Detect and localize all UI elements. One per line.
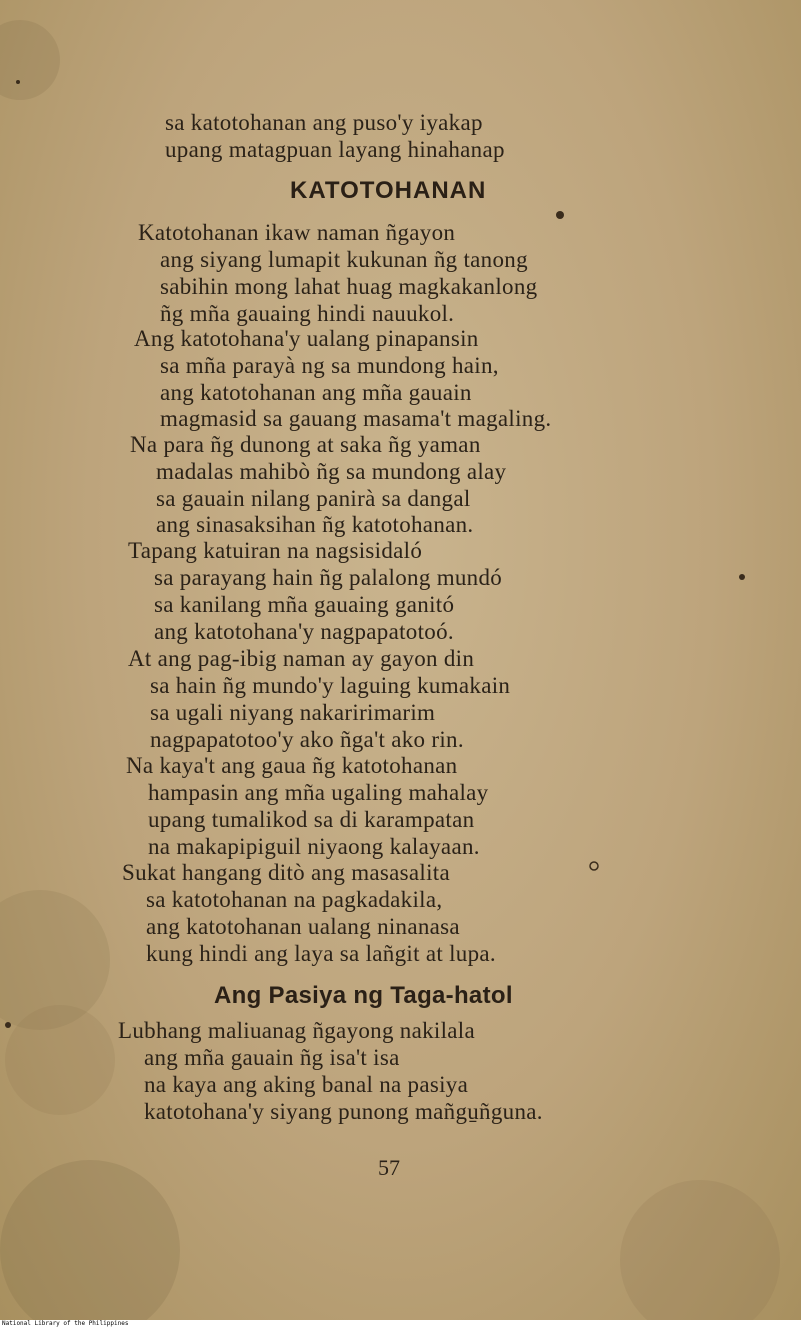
poem-line: na makapipiguil niyaong kalayaan. (148, 834, 480, 859)
poem-line: katotohana'y siyang punong mañgu̱ñguna. (144, 1099, 543, 1124)
poem-line: sa parayang hain ñg palalong mundó (154, 565, 503, 590)
poem-line: magmasid sa gauang masama't magaling. (160, 406, 552, 431)
poem-line: upang tumalikod sa di karampatan (148, 807, 475, 832)
poem-line: Sukat hangang ditò ang masasalita (122, 860, 450, 885)
poem-line: sabihin mong lahat huag magkakanlong (160, 274, 538, 299)
poem-line: upang matagpuan layang hinahanap (165, 137, 505, 162)
poem-line: Katotohanan ikaw naman ñgayon (138, 220, 456, 245)
poem-line: ñg mña gauaing hindi nauukol. (160, 301, 455, 326)
poem-line: nagpapatotoo'y ako ñga't ako rin. (150, 727, 464, 752)
poem-line: na kaya ang aking banal na pasiya (144, 1072, 469, 1097)
poem-line: sa katotohanan ang puso'y iyakap (165, 110, 483, 135)
poem-line: Tapang katuiran na nagsisidaló (128, 538, 423, 563)
poem-title: Ang Pasiya ng Taga-hatol (214, 982, 513, 1009)
poem-line: sa gauain nilang panirà sa dangal (156, 486, 471, 511)
poem-line: Ang katotohana'y ualang pinapansin (134, 326, 479, 351)
poem-line: ang siyang lumapit kukunan ñg tanong (160, 247, 528, 272)
poem-line: madalas mahibò ñg sa mundong alay (156, 459, 507, 484)
poem-line: sa kanilang mña gauaing ganitó (154, 592, 455, 617)
poem-line: Na para ñg dunong at saka ñg yaman (130, 432, 481, 457)
poem-line: ang katotohanan ang mña gauain (160, 380, 472, 405)
poem-line: sa mña parayà ng sa mundong hain, (160, 353, 499, 378)
poem-line: At ang pag-ibig naman ay gayon din (128, 646, 475, 671)
poem-line: ang katotohanan ualang ninanasa (146, 914, 460, 939)
poem-line: Lubhang maliuanag ñgayong nakilala (118, 1018, 476, 1043)
poem-line: kung hindi ang laya sa lañgit at lupa. (146, 941, 496, 966)
poem-line: sa ugali niyang nakaririmarim (150, 700, 436, 725)
poem-line: ang mña gauain ñg isa't isa (144, 1045, 400, 1070)
poem-line: Na kaya't ang gaua ñg katotohanan (126, 753, 458, 778)
poem-line: ang sinasaksihan ñg katotohanan. (156, 512, 474, 537)
page-number: 57 (378, 1155, 400, 1180)
poem-line: hampasin ang mña ugaling mahalay (148, 780, 489, 805)
poem-line: ang katotohana'y nagpapatotoó. (154, 619, 454, 644)
poem-line: sa katotohanan na pagkadakila, (146, 887, 443, 912)
poem-line: sa hain ñg mundo'y laguing kumakain (150, 673, 511, 698)
footer-credit: National Library of the Philippines (2, 1320, 129, 1327)
poem-title: KATOTOHANAN (290, 177, 487, 204)
